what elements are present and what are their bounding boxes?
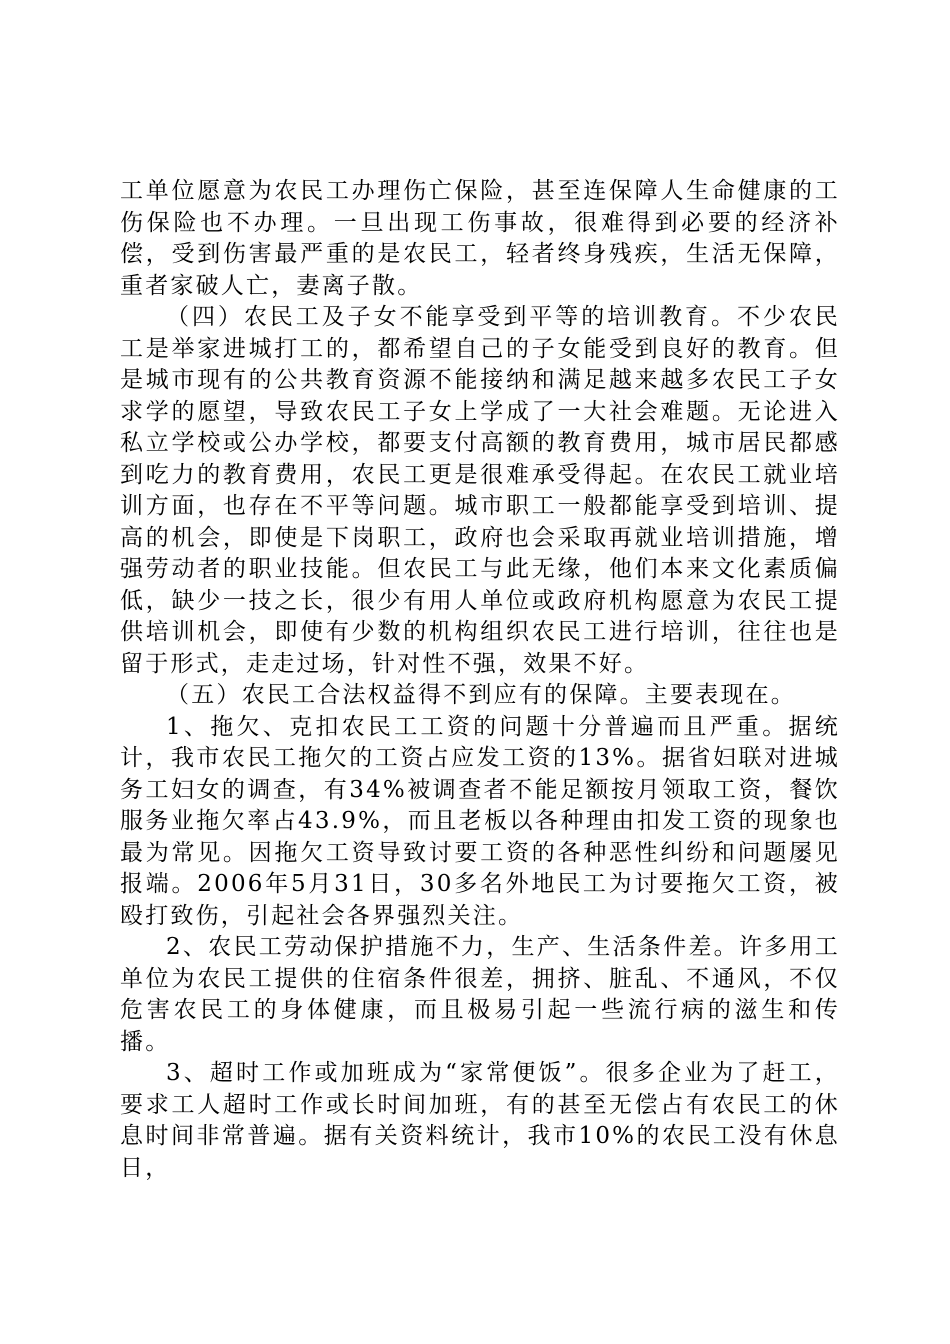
- paragraph-item-3: 3、超时工作或加班成为“家常便饭”。很多企业为了赶工，要求工人超时工作或长时间加班，有的甚至无偿占有农民工的休息时间非常普遍。据有关资料统计，我市10%的农民工没有休息日，: [120, 1060, 840, 1181]
- paragraph-continuation: 工单位愿意为农民工办理伤亡保险，甚至连保障人生命健康的工伤保险也不办理。一旦出现工伤事故，很难得到必要的经济补偿，受到伤害最严重的是农民工，轻者终身残疾，生活无保障，重者家破人亡，妻离子散。: [120, 178, 840, 299]
- paragraph-section-four: （四）农民工及子女不能享受到平等的培训教育。不少农民工是举家进城打工的，都希望自己的子女能受到良好的教育。但是城市现有的公共教育资源不能接纳和满足越来越多农民工子女求学的愿望，导致农民工子女上学成了一大社会难题。无论进入私立学校或公办学校，都要支付高额的教育费用，城市居民都感到吃力的教育费用，农民工更是很难承受得起。在农民工就业培训方面，也存在不平等问题。城市职工一般都能享受到培训、提高的机会，即使是下岗职工，政府也会采取再就业培训措施，增强劳动者的职业技能。但农民工与此无缘，他们本来文化素质偏低，缺少一技之长，很少有用人单位或政府机构愿意为农民工提供培训机会，即使有少数的机构组织农民工进行培训，往往也是留于形式，走走过场，针对性不强，效果不好。: [120, 304, 840, 677]
- document-body: [120, 176, 840, 1184]
- paragraph-item-1: 1、拖欠、克扣农民工工资的问题十分普遍而且严重。据统计，我市农民工拖欠的工资占应发工资的13%。据省妇联对进城务工妇女的调查，有34%被调查者不能足额按月领取工资，餐饮服务业拖欠率占43.9%，而且老板以各种理由扣发工资的现象也最为常见。因拖欠工资导致讨要工资的各种恶性纠纷和问题屡见报端。2006年5月31日，30多名外地民工为讨要拖欠工资，被殴打致伤，引起社会各界强烈关注。: [120, 713, 840, 929]
- paragraph-section-five: （五）农民工合法权益得不到应有的保障。主要表现在。: [166, 682, 796, 708]
- paragraph-item-2: 2、农民工劳动保护措施不力，生产、生活条件差。许多用工单位为农民工提供的住宿条件很差，拥挤、脏乱、不通风，不仅危害农民工的身体健康，而且极易引起一些流行病的滋生和传播。: [120, 934, 840, 1055]
